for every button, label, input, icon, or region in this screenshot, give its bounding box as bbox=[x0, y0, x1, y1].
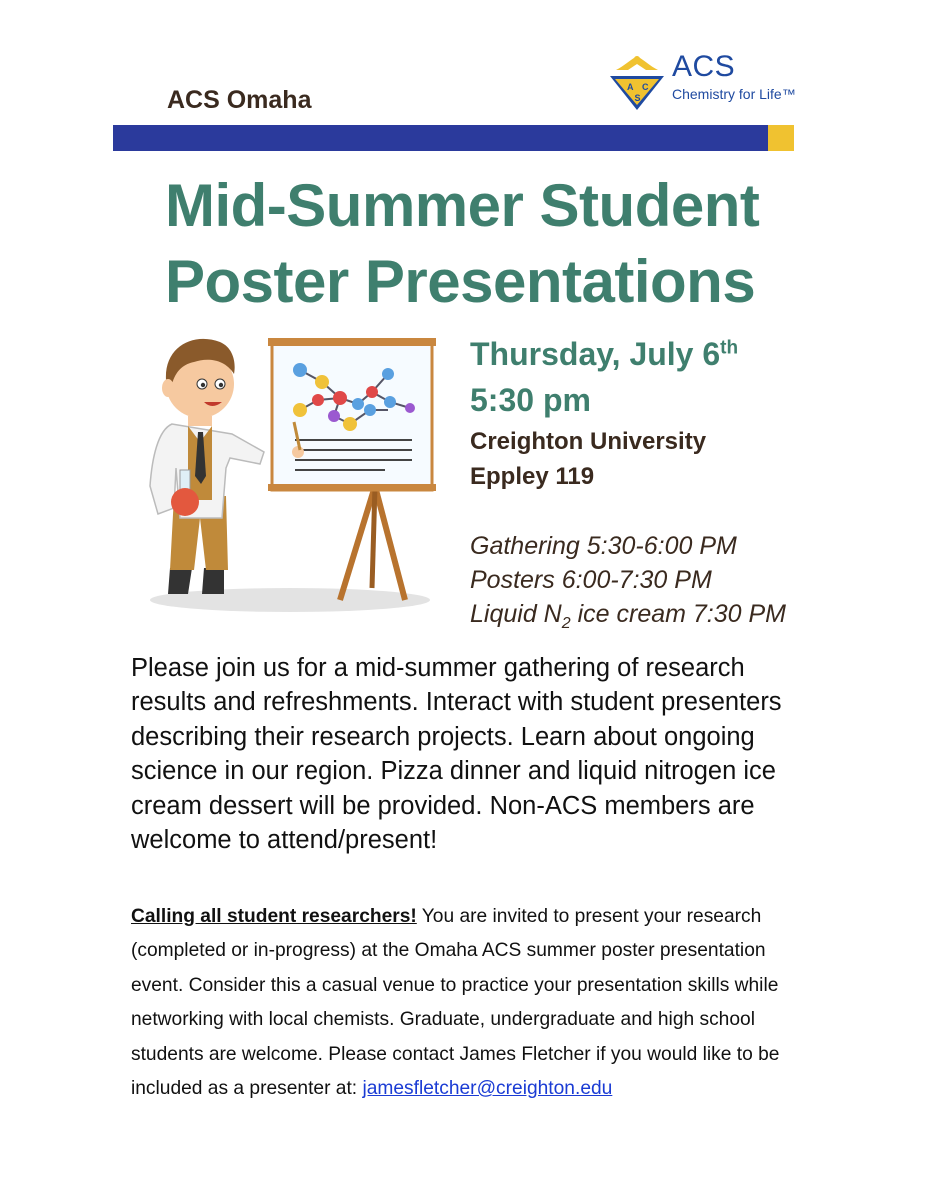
contact-email-link[interactable]: jamesfletcher@creighton.edu bbox=[362, 1078, 613, 1100]
schedule-item-ice-cream bbox=[470, 600, 786, 632]
venue-room: Eppley 119 bbox=[470, 463, 595, 490]
org-name: ACS Omaha bbox=[167, 86, 312, 114]
title-line-2: Poster Presentations bbox=[165, 248, 756, 315]
venue-name: Creighton University bbox=[470, 428, 707, 455]
logo-letter-s: S bbox=[634, 93, 641, 103]
page-title bbox=[165, 168, 865, 320]
invite-body: You are invited to present your research (completed or in-progress) at the Omaha ACS summer poster presentation event. Consider this a casual venue to practice your presentation skills while networking with local chemists. Graduate, undergraduate and high school students are welcome. Please contact James Fletcher if you would like to be included as a presenter at: bbox=[131, 906, 780, 1100]
acs-emblem-icon bbox=[606, 50, 668, 112]
event-date bbox=[470, 336, 738, 373]
logo-letter-a: A bbox=[627, 82, 634, 92]
event-time: 5:30 pm bbox=[470, 382, 591, 418]
schedule-item-posters: Posters 6:00-7:30 PM bbox=[470, 566, 712, 594]
schedule-item-ice-cream-subscript: 2 bbox=[561, 615, 571, 632]
schedule-item-ice-cream-pre: Liquid N bbox=[470, 600, 562, 628]
invite-lead: Calling all student researchers! bbox=[131, 906, 417, 927]
header-bar-accent bbox=[768, 125, 794, 151]
schedule-item-ice-cream-post: ice cream 7:30 PM bbox=[570, 600, 786, 628]
header-bar bbox=[113, 125, 768, 151]
schedule-item-gathering: Gathering 5:30-6:00 PM bbox=[470, 532, 737, 560]
logo-name: ACS bbox=[672, 50, 736, 83]
scientist-presenting-molecule-chart-icon bbox=[140, 318, 440, 614]
logo-letter-c: C bbox=[642, 82, 649, 92]
event-date-suffix: th bbox=[720, 337, 739, 359]
title-line-1: Mid-Summer Student bbox=[165, 172, 760, 239]
intro-paragraph: Please join us for a mid-summer gathering of research results and refreshments. Interact with student presenters describing their research projects. Learn about ongoing science in our region. Pizza dinner and liquid nitrogen ice cream dessert will be provided. Non-ACS members are welcome to attend/present! bbox=[131, 654, 782, 855]
event-date-text: Thursday, July 6 bbox=[470, 336, 721, 372]
logo-tagline: Chemistry for Life™ bbox=[672, 86, 796, 102]
acs-logo bbox=[606, 50, 806, 114]
invite-paragraph bbox=[131, 900, 811, 1106]
